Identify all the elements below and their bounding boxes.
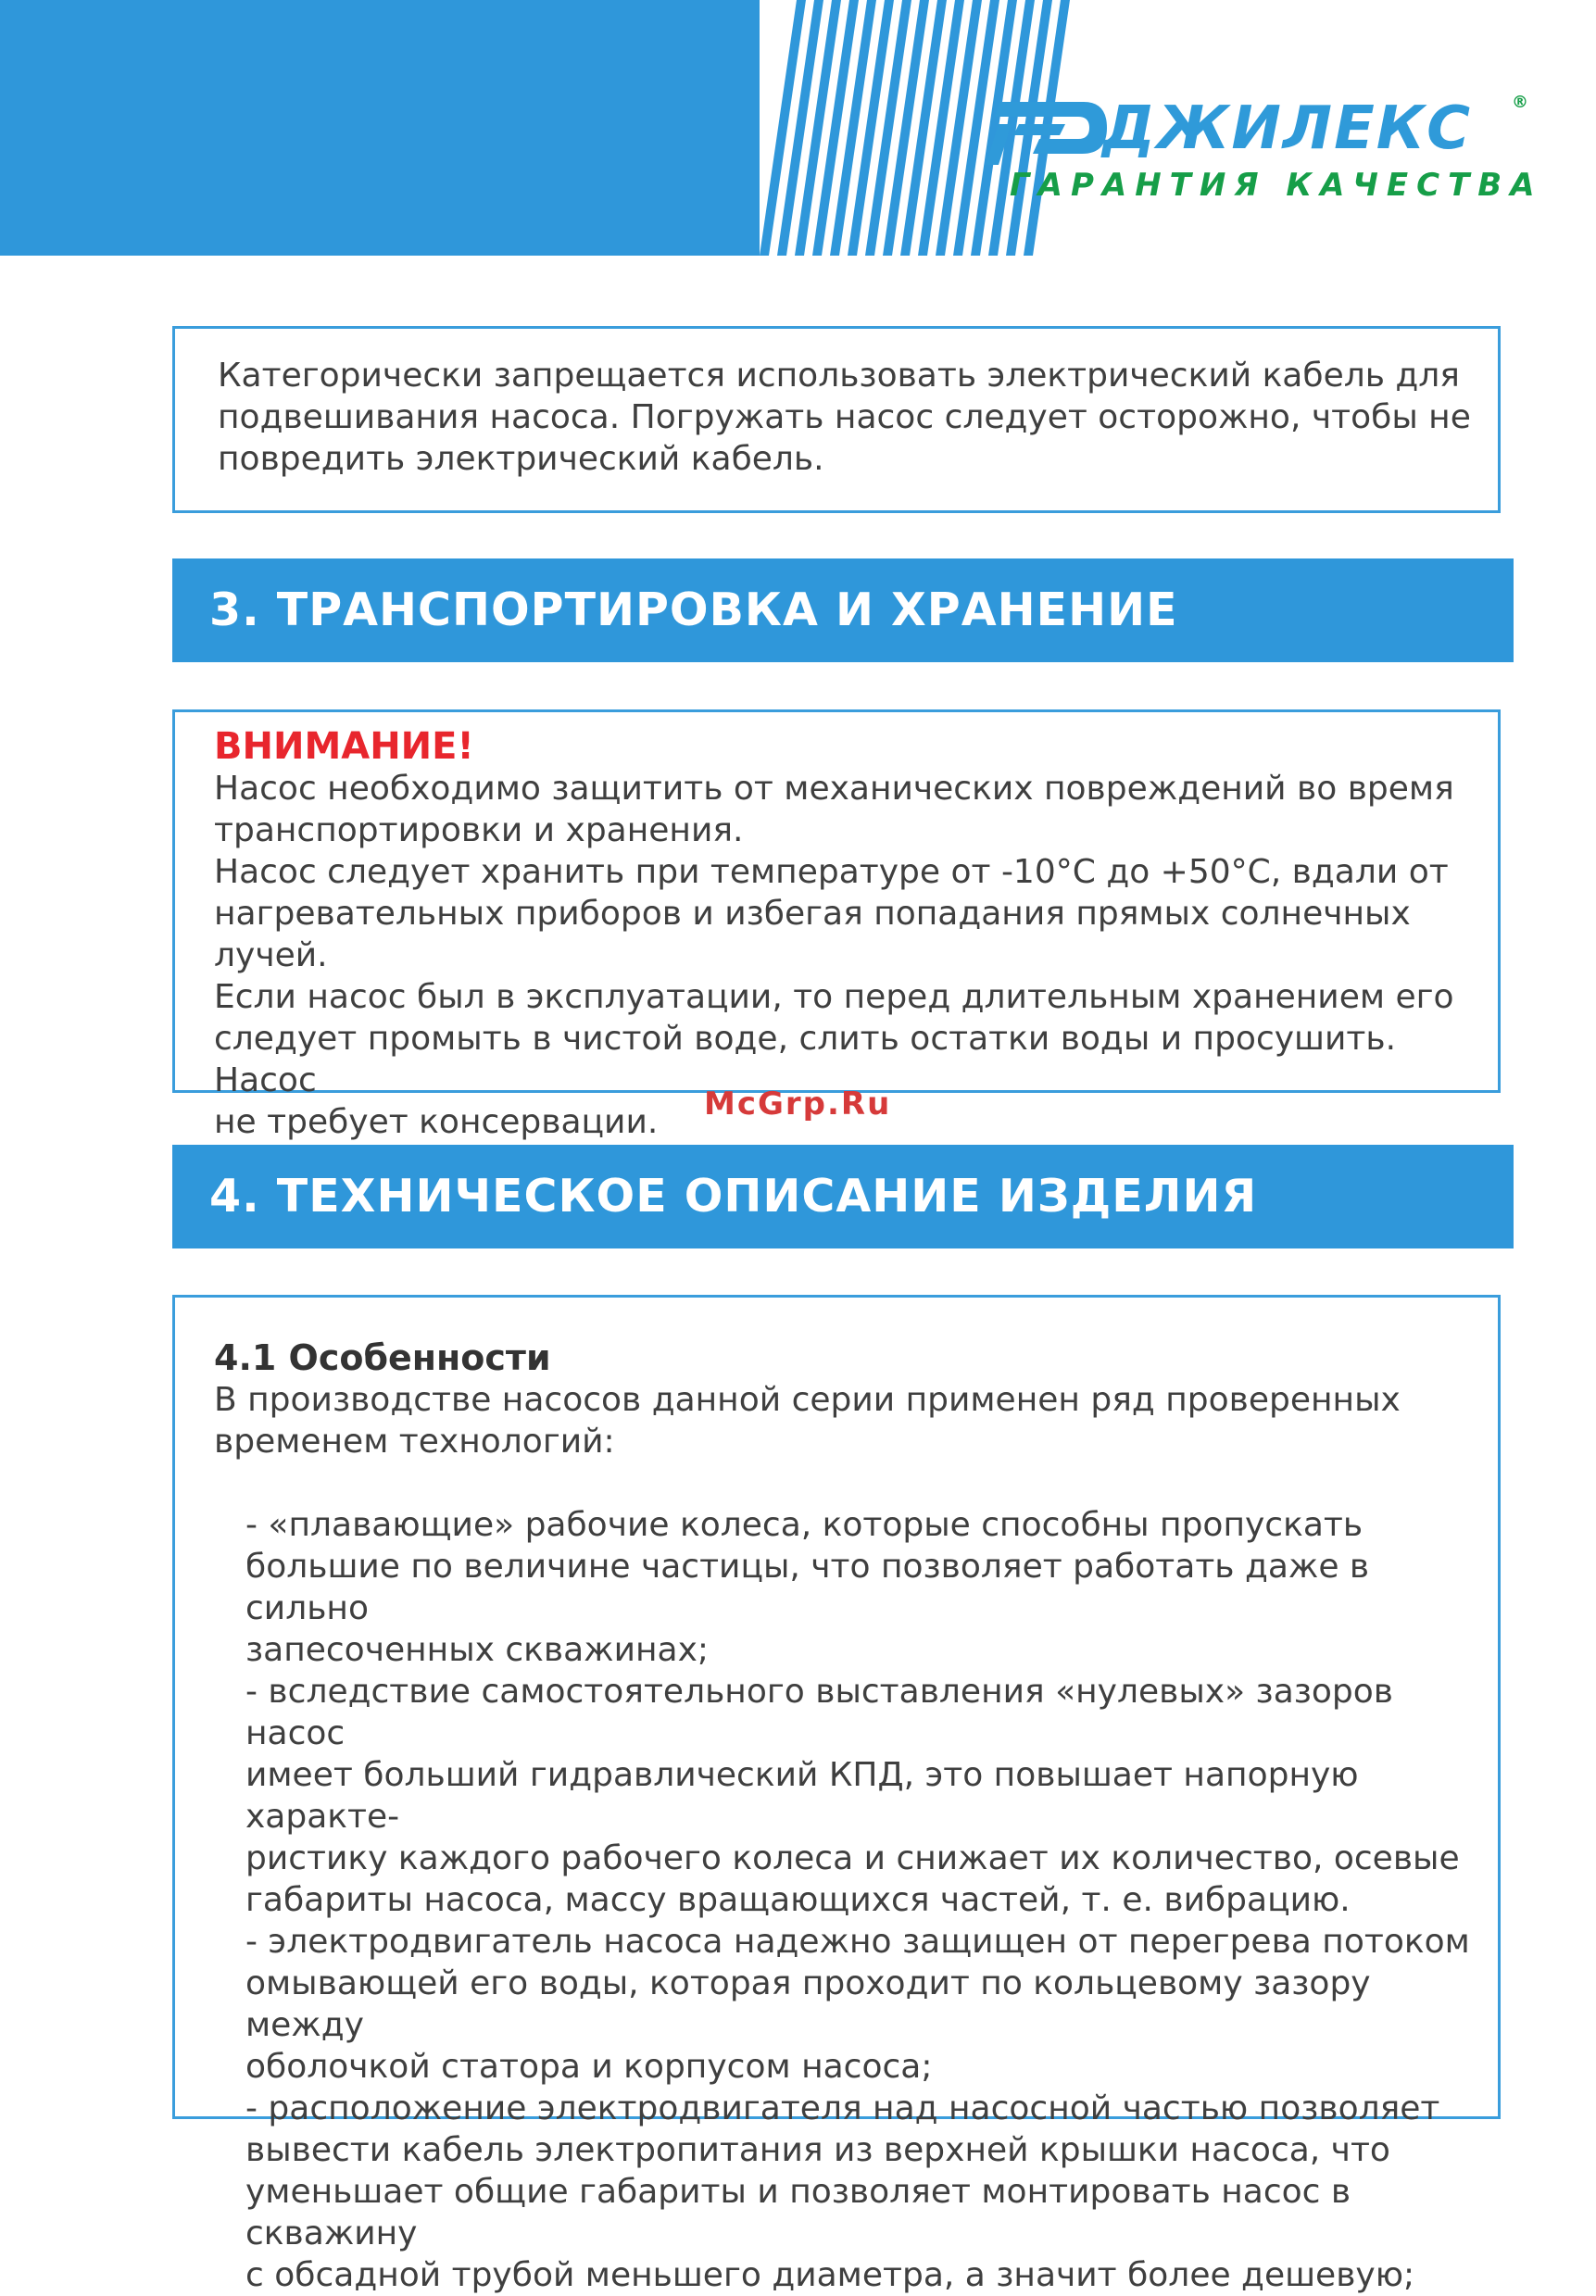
list-item: ристику каждого рабочего колеса и снижает их количество, осевые [245, 1839, 1460, 1877]
list-item: запесоченных скважинах; [245, 1631, 710, 1669]
list-item: уменьшает общие габариты и позволяет монтировать насос в скважину [245, 2173, 1351, 2252]
features-intro-line: временем технологий: [214, 1423, 615, 1461]
storage-line: Насос необходимо защитить от механических повреждений во время [214, 770, 1454, 808]
watermark-text: McGrp.Ru [704, 1085, 892, 1123]
warning-label: ВНИМАНИЕ! [214, 725, 474, 768]
features-box [172, 1295, 1501, 2294]
list-item: - вследствие самостоятельного выставления «нулевых» зазоров насос [245, 1673, 1394, 1752]
list-item: - «плавающие» рабочие колеса, которые способны пропускать [245, 1506, 1364, 1544]
list-item: оболочкой статора и корпусом насоса; [245, 2048, 933, 2086]
section-4-header [172, 1145, 1514, 1248]
list-item: омывающей его воды, которая проходит по кольцевому зазору между [245, 1964, 1371, 2044]
notice-line: Категорически запрещается использовать электрический кабель для [218, 357, 1460, 395]
notice-line: повредить электрический кабель. [218, 440, 824, 478]
features-intro-line: В производстве насосов данной серии применен ряд проверенных [214, 1381, 1401, 1419]
section-4-title: 4. ТЕХНИЧЕСКОЕ ОПИСАНИЕ ИЗДЕЛИЯ [209, 1170, 1258, 1223]
logo-name: ДЖИЛЕКС [1102, 94, 1473, 163]
list-item: с обсадной трубой меньшего диаметра, а значит более дешевую; [245, 2256, 1415, 2294]
notice-line: подвешивания насоса. Погружать насос следует осторожно, чтобы не [218, 398, 1471, 436]
list-item: имеет больший гидравлический КПД, это повышает напорную характе- [245, 1756, 1359, 1836]
list-item: вывести кабель электропитания из верхней крышки насоса, что [245, 2131, 1390, 2169]
logo-tagline: ГАРАНТИЯ КАЧЕСТВА [1010, 167, 1543, 204]
features-list [245, 1504, 1498, 2296]
section-3-title: 3. ТРАНСПОРТИРОВКА И ХРАНЕНИЕ [209, 583, 1178, 636]
list-item: габариты насоса, массу вращающихся частей, т. е. вибрацию. [245, 1881, 1351, 1919]
logo-mark-icon [982, 93, 1112, 167]
cable-notice-box [172, 326, 1501, 513]
section-3-header [172, 558, 1514, 662]
list-item: - расположение электродвигателя над насосной частью позволяет [245, 2089, 1440, 2127]
storage-line: следует промыть в чистой воде, слить остатки воды и просушить. Насос [214, 1020, 1397, 1099]
storage-line: Насос следует хранить при температуре от -10°С до +50°С, вдали от [214, 853, 1449, 891]
logo-registered: ® [1512, 93, 1528, 112]
storage-line: Если насос был в эксплуатации, то перед длительным хранением его [214, 978, 1454, 1016]
list-item: - электродвигатель насоса надежно защищен от перегрева потоком [245, 1923, 1470, 1961]
brand-logo [982, 93, 1543, 204]
storage-line: не требует консервации. [214, 1103, 659, 1141]
storage-line: нагревательных приборов и избегая попадания прямых солнечных лучей. [214, 895, 1411, 974]
storage-line: транспортировки и хранения. [214, 811, 744, 849]
features-subtitle: 4.1 Особенности [214, 1337, 551, 1378]
list-item: большие по величине частицы, что позволяет работать даже в сильно [245, 1548, 1370, 1627]
